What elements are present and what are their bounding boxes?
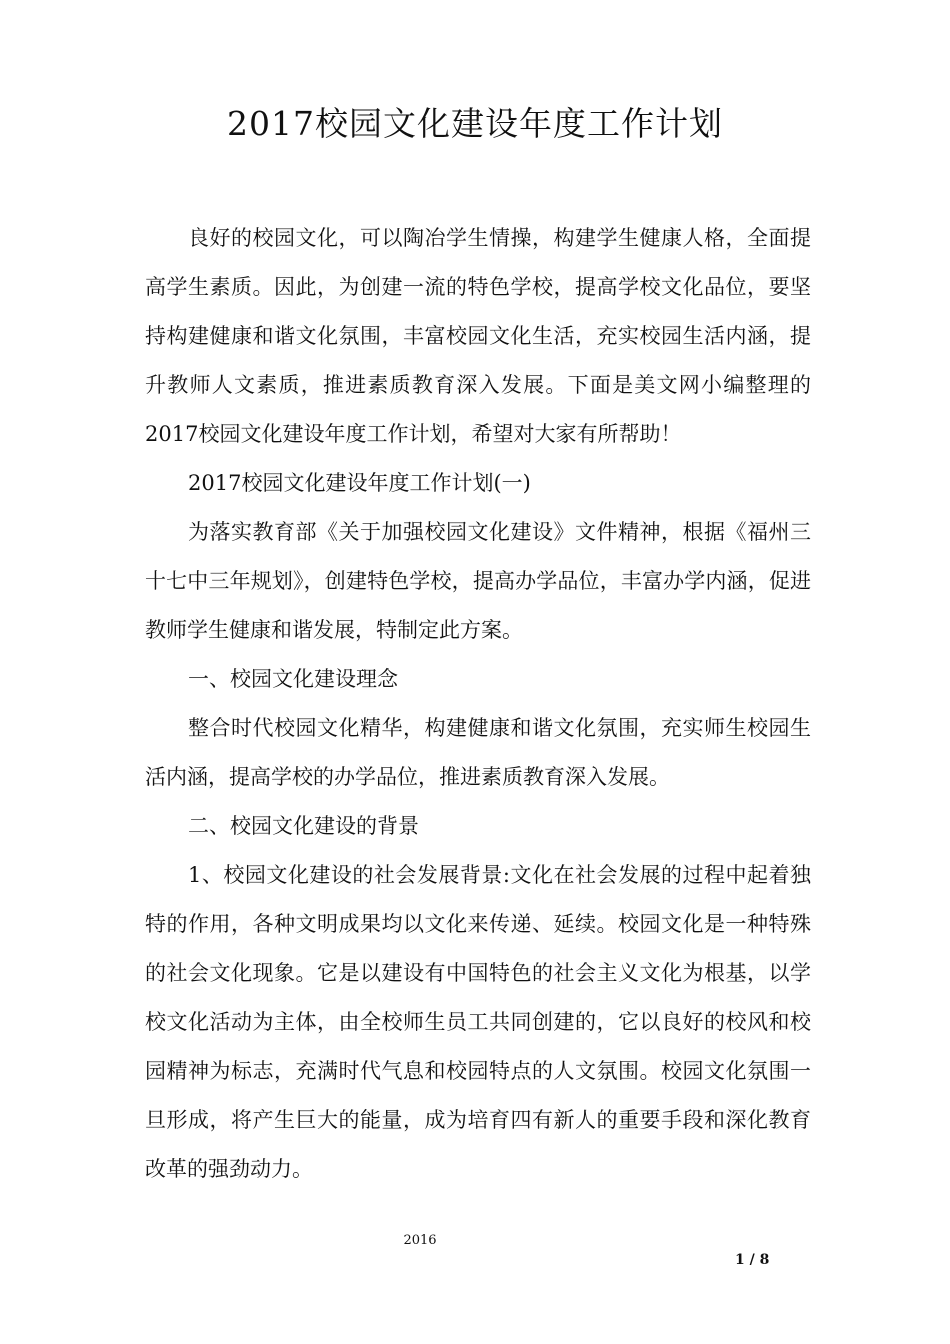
section-heading-plan-one: 2017校园文化建设年度工作计划(一): [188, 471, 531, 495]
section-heading-background: 二、校园文化建设的背景: [188, 814, 419, 838]
document-body: [145, 214, 811, 1194]
section-heading-concept: 一、校园文化建设理念: [188, 667, 398, 691]
page-number: 1 / 8: [735, 1252, 770, 1268]
body-paragraph: 整合时代校园文化精华，构建健康和谐文化氛围，充实师生校园生活内涵，提高学校的办学品位，推进素质教育深入发展。: [145, 716, 811, 789]
document-title: 2017校园文化建设年度工作计划: [227, 104, 723, 143]
body-paragraph: 1、校园文化建设的社会发展背景:文化在社会发展的过程中起着独特的作用，各种文明成果均以文化来传递、延续。校园文化是一种特殊的社会文化现象。它是以建设有中国特色的社会主义文化为根基，以学校文化活动为主体，由全校师生员工共同创建的，它以良好的校风和校园精神为标志，充满时代气息和校园特点的人文氛围。校园文化氛围一旦形成，将产生巨大的能量，成为培育四有新人的重要手段和深化教育改革的强劲动力。: [145, 863, 811, 1181]
intro-paragraph: 良好的校园文化，可以陶冶学生情操，构建学生健康人格，全面提高学生素质。因此，为创建一流的特色学校，提高学校文化品位，要坚持构建健康和谐文化氛围，丰富校园文化生活，充实校园生活内涵，提升教师人文素质，推进素质教育深入发展。下面是美文网小编整理的2017校园文化建设年度工作计划，希望对大家有所帮助！: [145, 226, 811, 446]
footer-year: 2016: [403, 1233, 437, 1248]
body-paragraph: 为落实教育部《关于加强校园文化建设》文件精神，根据《福州三十七中三年规划》，创建特色学校，提高办学品位，丰富办学内涵，促进教师学生健康和谐发展，特制定此方案。: [145, 520, 811, 642]
